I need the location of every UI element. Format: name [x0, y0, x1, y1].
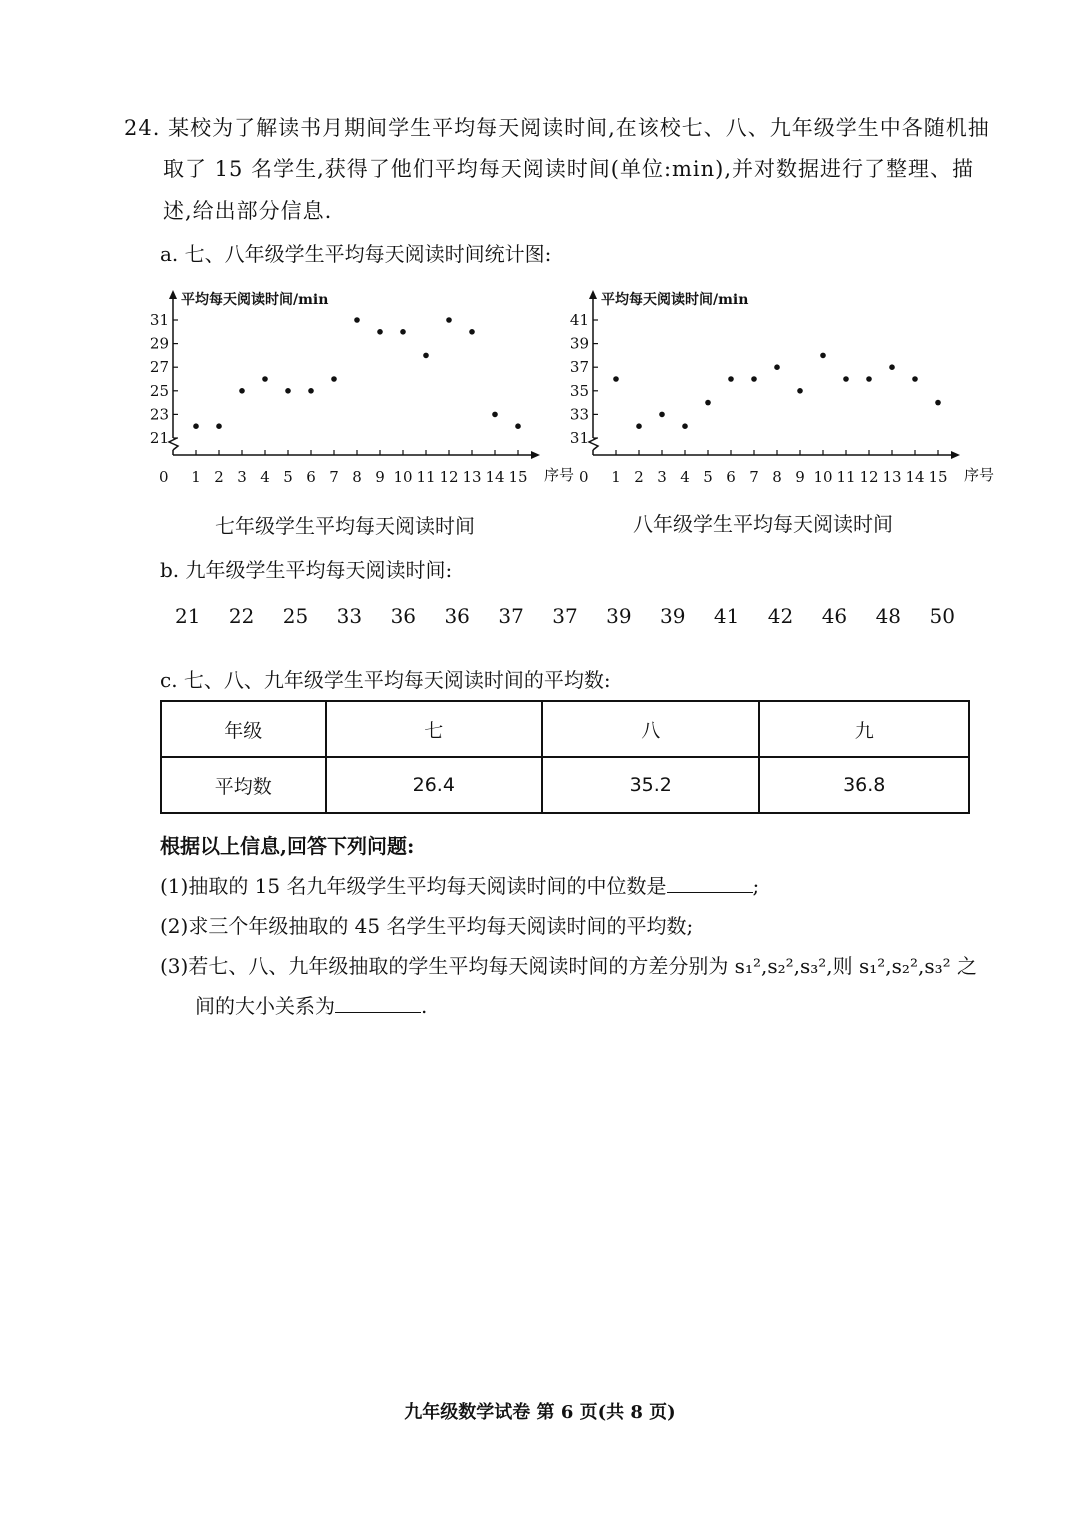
y-axis-break: [169, 438, 178, 450]
grade9-value: 25: [282, 604, 309, 628]
grade8-chart-caption: 八年级学生平均每天阅读时间: [633, 512, 893, 536]
header-grade: 年级: [161, 701, 326, 757]
x-axis-arrow: [951, 451, 960, 459]
x-tick-label: 14: [905, 468, 925, 486]
part-a-label: a. 七、八年级学生平均每天阅读时间统计图:: [160, 242, 552, 266]
data-point: [400, 329, 406, 335]
x-tick-label: 8: [352, 468, 362, 486]
question-3-text: 间的大小关系为: [195, 994, 335, 1018]
y-tick-label: 23: [149, 405, 169, 424]
data-point: [613, 376, 619, 382]
data-point: [377, 329, 383, 335]
question-3-end: .: [421, 994, 428, 1018]
data-point: [515, 423, 521, 429]
question-line-3: 述,给出部分信息.: [163, 199, 333, 223]
x-tick-label: 2: [214, 468, 224, 486]
grade7-scatter-svg: [140, 280, 580, 500]
data-point: [728, 376, 734, 382]
origin-label: 0: [579, 468, 589, 486]
means-table-value-row: [161, 757, 969, 813]
x-tick-label: 8: [772, 468, 782, 486]
x-tick-label: 15: [928, 468, 948, 486]
grade9-value: 50: [929, 604, 955, 628]
data-point: [843, 376, 849, 382]
x-tick-label: 13: [462, 468, 482, 486]
data-point: [193, 423, 199, 429]
header-grade8: 八: [542, 701, 759, 757]
data-point: [866, 376, 872, 382]
row-label-mean: 平均数: [161, 757, 326, 813]
x-axis-label: 序号: [964, 466, 995, 484]
y-axis-arrow: [589, 290, 597, 299]
data-point: [935, 400, 941, 406]
data-point: [820, 353, 826, 359]
x-tick-label: 7: [749, 468, 759, 486]
y-tick-label: 27: [149, 358, 169, 377]
page-footer: 九年级数学试卷 第 6 页(共 8 页): [404, 1402, 676, 1423]
grade9-value: 39: [660, 604, 686, 628]
question-1-answer-blank[interactable]: [667, 874, 753, 893]
means-table-header-row: [161, 701, 969, 757]
x-tick-label: 11: [836, 468, 856, 486]
question-text-1: 某校为了解读书月期间学生平均每天阅读时间,在该校七、八、九年级学生中各随机抽: [168, 116, 990, 140]
y-axis-label: 平均每天阅读时间/min: [601, 292, 749, 308]
grade7-chart-caption: 七年级学生平均每天阅读时间: [215, 514, 475, 538]
question-1: [160, 870, 759, 899]
grade9-value: 22: [228, 604, 255, 628]
x-tick-label: 5: [703, 468, 713, 486]
data-point: [423, 353, 429, 359]
question-line-1: [124, 112, 990, 142]
y-axis-label: 平均每天阅读时间/min: [181, 292, 329, 308]
x-tick-label: 13: [882, 468, 902, 486]
grade8-scatter-svg: [560, 280, 1000, 500]
data-point: [889, 364, 895, 370]
x-tick-label: 15: [508, 468, 528, 486]
y-tick-label: 33: [569, 405, 589, 424]
question-1-text: (1)抽取的 15 名九年级学生平均每天阅读时间的中位数是: [160, 874, 667, 898]
x-tick-label: 2: [634, 468, 644, 486]
question-2: (2)求三个年级抽取的 45 名学生平均每天阅读时间的平均数;: [160, 914, 694, 938]
x-tick-label: 3: [657, 468, 667, 486]
y-axis-break: [589, 438, 598, 450]
grade8-scatter-chart: [560, 280, 1000, 504]
grade9-value: 42: [767, 604, 794, 628]
x-tick-label: 7: [329, 468, 339, 486]
grade9-value: 36: [390, 604, 417, 628]
data-point: [216, 423, 222, 429]
data-point: [912, 376, 918, 382]
data-point: [636, 423, 642, 429]
grade9-value: 37: [552, 604, 578, 628]
data-point: [331, 376, 337, 382]
data-point: [659, 412, 665, 418]
data-point: [239, 388, 245, 394]
header-grade9: 九: [759, 701, 969, 757]
mean-grade8: 35.2: [542, 757, 759, 813]
mean-grade7: 26.4: [326, 757, 542, 813]
part-c-label: c. 七、八、九年级学生平均每天阅读时间的平均数:: [160, 668, 611, 692]
y-tick-label: 35: [569, 381, 589, 400]
grade9-value: 33: [336, 604, 363, 628]
y-tick-label: 29: [149, 334, 169, 353]
header-grade7: 七: [326, 701, 542, 757]
data-point: [797, 388, 803, 394]
mean-grade9: 36.8: [759, 757, 969, 813]
question-3-line-2: [195, 990, 427, 1019]
origin-label: 0: [159, 468, 169, 486]
grade9-value: 21: [175, 604, 201, 628]
question-line-2: 取了 15 名学生,获得了他们平均每天阅读时间(单位:min),并对数据进行了整理、描: [163, 157, 975, 181]
grade9-value: 36: [444, 604, 470, 628]
x-tick-label: 4: [260, 468, 270, 486]
x-tick-label: 9: [375, 468, 385, 486]
data-point: [446, 317, 452, 323]
y-tick-label: 31: [149, 311, 169, 329]
x-tick-label: 9: [795, 468, 805, 486]
x-tick-label: 10: [393, 468, 413, 486]
y-axis-arrow: [169, 290, 177, 299]
grade9-value: 41: [713, 604, 740, 628]
data-point: [492, 412, 498, 418]
x-tick-label: 4: [680, 468, 690, 486]
y-tick-label: 41: [569, 311, 589, 329]
x-tick-label: 3: [237, 468, 247, 486]
grade9-value: 39: [606, 604, 632, 628]
x-axis-label: 序号: [544, 466, 575, 484]
y-tick-label: 37: [569, 358, 589, 377]
grade9-value: 37: [498, 604, 524, 628]
means-table: [160, 700, 970, 814]
x-tick-label: 1: [611, 468, 621, 486]
question-3-line-1: (3)若七、八、九年级抽取的学生平均每天阅读时间的方差分别为 s₁²,s₂²,s₃²,则 s₁²,s₂²,s₃² 之: [160, 954, 977, 978]
x-tick-label: 12: [859, 468, 879, 486]
data-point: [774, 364, 780, 370]
data-point: [285, 388, 291, 394]
grade9-value: 46: [821, 604, 848, 628]
x-tick-label: 11: [416, 468, 436, 486]
question-1-end: ;: [752, 874, 760, 898]
grade9-value: 48: [875, 604, 902, 628]
data-point: [469, 329, 475, 335]
data-point: [751, 376, 757, 382]
y-tick-label: 39: [569, 334, 589, 353]
x-tick-label: 1: [191, 468, 201, 486]
x-tick-label: 6: [306, 468, 316, 486]
y-tick-label: 31: [569, 429, 589, 447]
x-tick-label: 10: [813, 468, 833, 486]
data-point: [308, 388, 314, 394]
data-point: [682, 423, 688, 429]
data-point: [705, 400, 711, 406]
grade9-values-list: [175, 604, 955, 628]
question-3-answer-blank[interactable]: [335, 994, 421, 1013]
x-tick-label: 5: [283, 468, 293, 486]
grade7-scatter-chart: [140, 280, 580, 504]
data-point: [354, 317, 360, 323]
x-axis-arrow: [531, 451, 540, 459]
x-tick-label: 14: [485, 468, 505, 486]
question-number: 24.: [124, 116, 161, 140]
x-tick-label: 12: [439, 468, 459, 486]
y-tick-label: 25: [149, 381, 169, 400]
y-tick-label: 21: [149, 429, 169, 447]
data-point: [262, 376, 268, 382]
questions-intro: 根据以上信息,回答下列问题:: [160, 834, 415, 858]
x-tick-label: 6: [726, 468, 736, 486]
part-b-label: b. 九年级学生平均每天阅读时间:: [160, 558, 453, 582]
